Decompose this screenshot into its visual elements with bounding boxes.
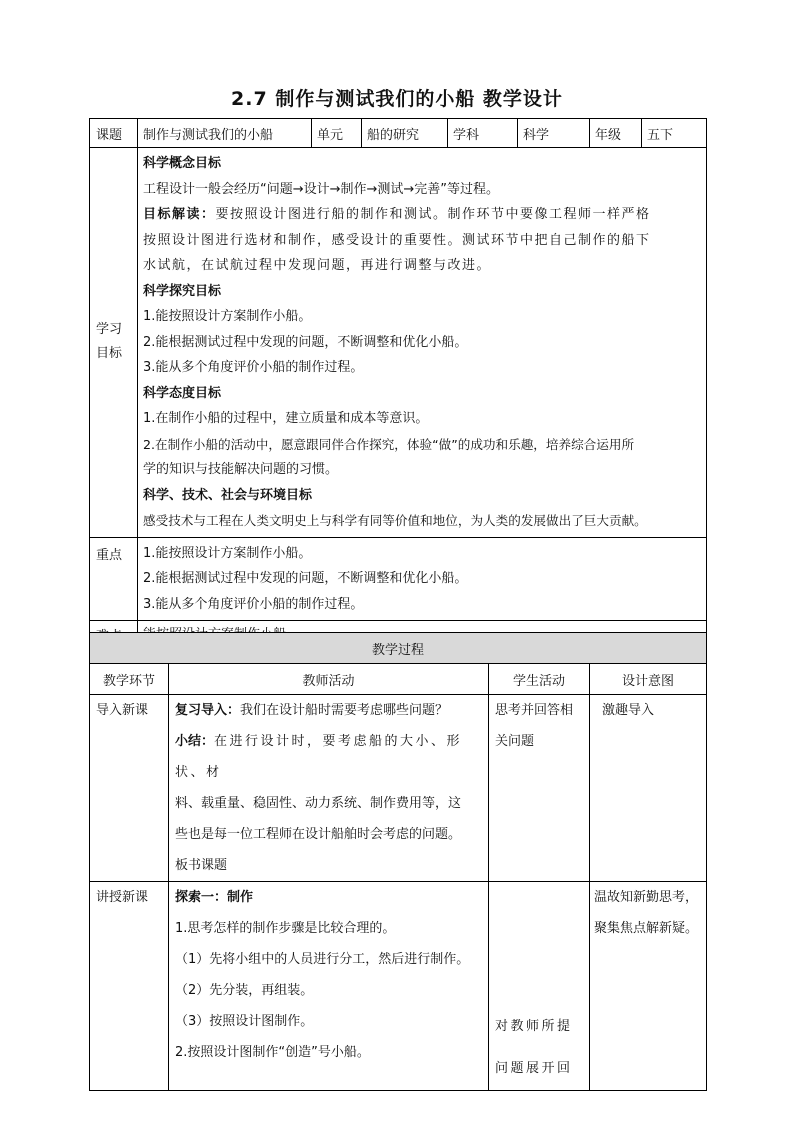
unit-label: 单元 bbox=[312, 119, 362, 148]
concept-text: 工程设计一般会经历“问题→设计→制作→测试→完善”等过程。 bbox=[143, 181, 500, 197]
objectives-content bbox=[138, 148, 707, 538]
lesson-label: 课题 bbox=[90, 119, 138, 148]
student-activity-cell bbox=[489, 695, 590, 882]
student-text-2: 问题展开回 bbox=[495, 1061, 573, 1076]
stage-cell bbox=[90, 882, 169, 1091]
key-point-item: 3.能从多个角度评价小船的制作过程。 bbox=[143, 596, 364, 612]
col-intent-header: 设计意图 bbox=[590, 664, 707, 695]
document-title: 2.7 制作与测试我们的小船 教学设计 bbox=[231, 88, 563, 110]
process-band-row bbox=[90, 633, 707, 664]
grade-value: 五下 bbox=[642, 119, 707, 148]
lesson-value: 制作与测试我们的小船 bbox=[138, 119, 312, 148]
summary-label: 小结： bbox=[175, 734, 215, 749]
teacher-activity-cell bbox=[169, 882, 489, 1091]
intent-text-1: 温故知新勤思考， bbox=[594, 890, 699, 905]
sts-heading: 科学、技术、社会与环境目标 bbox=[143, 487, 313, 503]
teacher-activity-cell bbox=[169, 695, 489, 882]
attitude-item: 2.在制作小船的活动中，愿意跟同伴合作探究，体验“做”的成功和乐趣，培养综合运用所 bbox=[143, 436, 635, 452]
inquiry-item: 2.能根据测试过程中发现的问题，不断调整和优化小船。 bbox=[143, 334, 468, 350]
inquiry-heading: 科学探究目标 bbox=[143, 283, 222, 299]
intent-cell bbox=[590, 695, 707, 882]
key-points-label: 重点 bbox=[90, 537, 138, 621]
teacher-line: 2.按照设计图制作“创造”号小船。 bbox=[175, 1045, 370, 1060]
board-title-text: 板书课题 bbox=[175, 858, 228, 873]
col-stage-header: 教学环节 bbox=[90, 664, 169, 695]
subject-label: 学科 bbox=[448, 119, 518, 148]
col-student-header: 学生活动 bbox=[489, 664, 590, 695]
intent-text: 激趣导入 bbox=[602, 703, 655, 718]
grade-label: 年级 bbox=[590, 119, 642, 148]
concept-heading: 科学概念目标 bbox=[143, 156, 222, 171]
intent-cell bbox=[590, 882, 707, 1091]
teacher-line: （3）按照设计图制作。 bbox=[175, 1014, 314, 1029]
process-row-intro bbox=[90, 695, 707, 882]
process-band-label: 教学过程 bbox=[90, 633, 707, 664]
objectives-label-line1: 学习 bbox=[96, 322, 123, 338]
teacher-line: （1）先将小组中的人员进行分工，然后进行制作。 bbox=[175, 952, 470, 967]
process-row-new-lesson bbox=[90, 882, 707, 1091]
col-teacher-header: 教师活动 bbox=[169, 664, 489, 695]
objectives-label-line2: 目标 bbox=[96, 346, 123, 362]
stage-cell bbox=[90, 695, 169, 882]
stage-text: 讲授新课 bbox=[96, 890, 149, 905]
stage-text: 导入新课 bbox=[96, 703, 149, 718]
intent-text-2: 聚集焦点解新疑。 bbox=[594, 921, 699, 936]
student-text-1: 思考并回答相 bbox=[495, 703, 574, 718]
subject-value: 科学 bbox=[518, 119, 590, 148]
summary-text-3: 些也是每一位工程师在设计船舶时会考虑的问题。 bbox=[175, 827, 462, 842]
interpretation-text-2: 按照设计图进行选材和制作，感受设计的重要性。测试环节中把自己制作的船下 bbox=[143, 232, 651, 248]
inquiry-item: 3.能从多个角度评价小船的制作过程。 bbox=[143, 360, 364, 375]
key-points-content bbox=[138, 537, 707, 621]
summary-text-2: 料、载重量、稳固性、动力系统、制作费用等，这 bbox=[175, 796, 462, 811]
unit-value: 船的研究 bbox=[362, 119, 448, 148]
objectives-label bbox=[90, 148, 138, 538]
student-text-2: 关问题 bbox=[495, 734, 535, 749]
attitude-item: 1.在制作小船的过程中，建立质量和成本等意识。 bbox=[143, 411, 429, 426]
interpretation-label: 目标解读： bbox=[143, 207, 216, 222]
explore-heading: 探索一：制作 bbox=[175, 890, 254, 905]
teaching-process-table bbox=[89, 632, 707, 1091]
attitude-item: 学的知识与技能解决问题的习惯。 bbox=[143, 462, 339, 477]
objectives-row bbox=[90, 148, 707, 538]
interpretation-text-3: 水试航，在试航过程中发现问题，再进行调整与改进。 bbox=[143, 258, 492, 273]
lesson-info-row bbox=[90, 119, 707, 148]
inquiry-item: 1.能按照设计方案制作小船。 bbox=[143, 309, 312, 324]
student-activity-cell bbox=[489, 882, 590, 1091]
teacher-line: （2）先分装，再组装。 bbox=[175, 983, 314, 998]
summary-text-1: 在进行设计时，要考虑船的大小、形状、材 bbox=[175, 734, 463, 780]
student-text-1: 对教师所提 bbox=[495, 1019, 573, 1034]
attitude-heading: 科学态度目标 bbox=[143, 385, 222, 401]
key-point-item: 1.能按照设计方案制作小船。 bbox=[143, 545, 312, 561]
teacher-line: 1.思考怎样的制作步骤是比较合理的。 bbox=[175, 921, 396, 936]
key-point-item: 2.能根据测试过程中发现的问题，不断调整和优化小船。 bbox=[143, 571, 468, 586]
key-points-row bbox=[90, 537, 707, 621]
sts-text: 感受技术与工程在人类文明史上与科学有同等价值和地位，为人类的发展做出了巨大贡献。 bbox=[143, 513, 647, 528]
review-text: 我们在设计船时需要考虑哪些问题？ bbox=[240, 703, 449, 718]
process-header-row bbox=[90, 664, 707, 695]
interpretation-text-1: 要按照设计图进行船的制作和测试。制作环节中要像工程师一样严格 bbox=[215, 207, 651, 222]
lesson-info-table bbox=[89, 118, 707, 649]
review-label: 复习导入： bbox=[175, 703, 241, 718]
